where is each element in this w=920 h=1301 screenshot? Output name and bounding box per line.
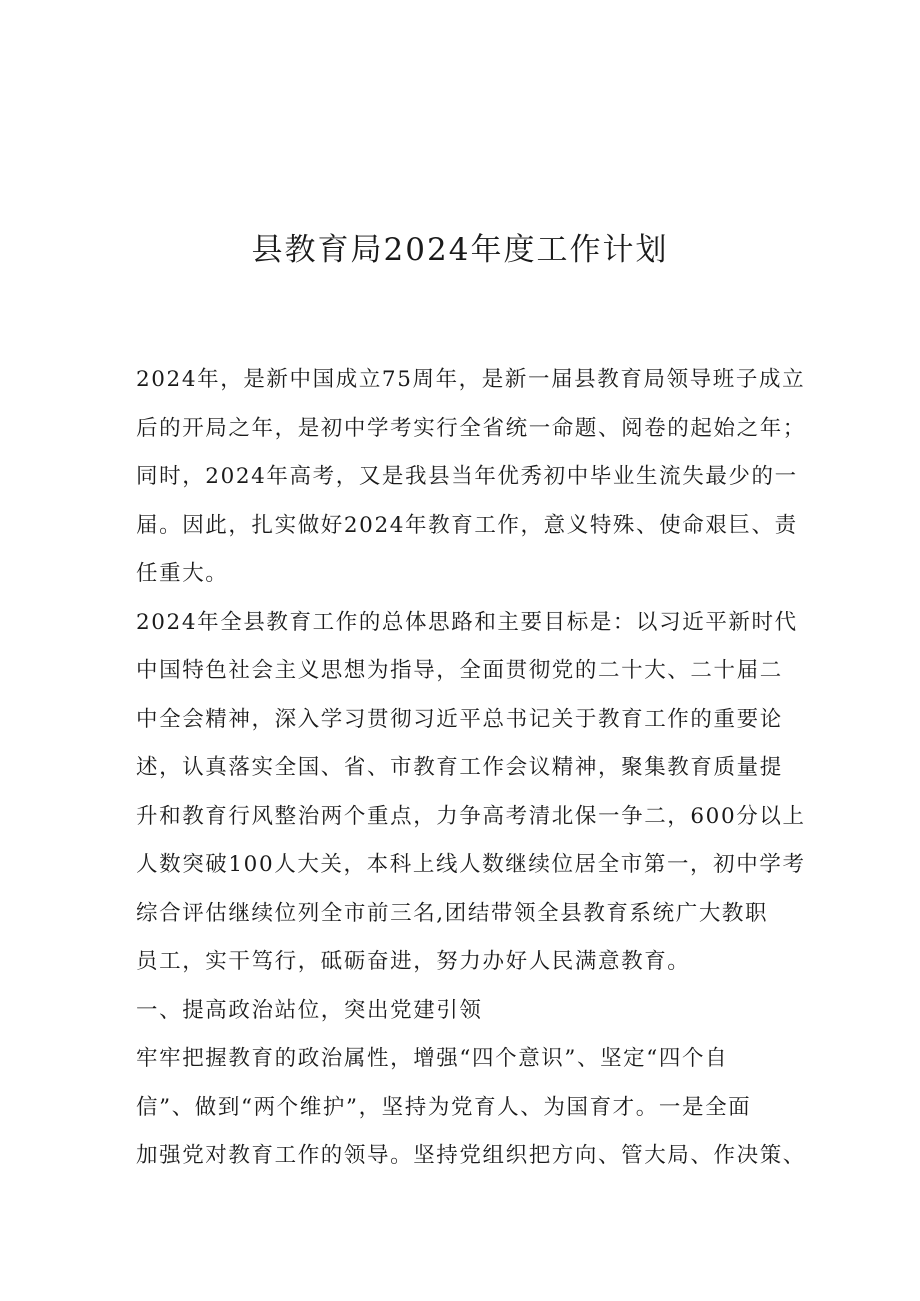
text-line: 2024年，是新中国成立75周年，是新一届县教育局领导班子成立 <box>136 367 806 392</box>
text-line: 牢牢把握教育的政治属性，增强“四个意识”、坚定“四个自 <box>136 1046 729 1071</box>
text-line: 述，认真落实全国、省、市教育工作会议精神，聚集教育质量提 <box>136 755 783 780</box>
text-line: 升和教育行风整治两个重点，力争高考清北保一争二，600分以上 <box>136 803 806 829</box>
text-line: 任重大。 <box>136 561 229 586</box>
text-line: 中全会精神，深入学习贯彻习近平总书记关于教育工作的重要论 <box>136 706 783 732</box>
text-line: 同时，2024年高考，又是我县当年优秀初中毕业生流失最少的一 <box>136 464 798 489</box>
section-heading: 一、提高政治站位，突出党建引领 <box>136 997 483 1023</box>
text-line: 中国特色社会主义思想为指导，全面贯彻党的二十大、二十届二 <box>136 658 783 683</box>
document-title: 县教育局2024年度工作计划 <box>251 232 669 268</box>
text-line: 员工，实干笃行，砥砺奋进，努力办好人民满意教育。 <box>136 949 691 974</box>
text-line: 后的开局之年，是初中学考实行全省统一命题、阅卷的起始之年； <box>136 415 806 441</box>
text-line: 综合评估继续位列全市前三名,团结带领全县教育系统广大教职 <box>136 900 769 926</box>
document-body <box>136 356 806 1181</box>
text-line: 届。因此，扎实做好2024年教育工作，意义特殊、使命艰巨、责 <box>136 512 798 538</box>
text-line: 信”、做到“两个维护”，坚持为党育人、为国育才。一是全面 <box>136 1094 752 1120</box>
text-line: 2024年全县教育工作的总体思路和主要目标是：以习近平新时代 <box>136 609 798 635</box>
text-line: 人数突破100人大关，本科上线人数继续位居全市第一，初中学考 <box>136 852 806 877</box>
text-line: 加强党对教育工作的领导。坚持党组织把方向、管大局、作决策、 <box>136 1143 806 1168</box>
